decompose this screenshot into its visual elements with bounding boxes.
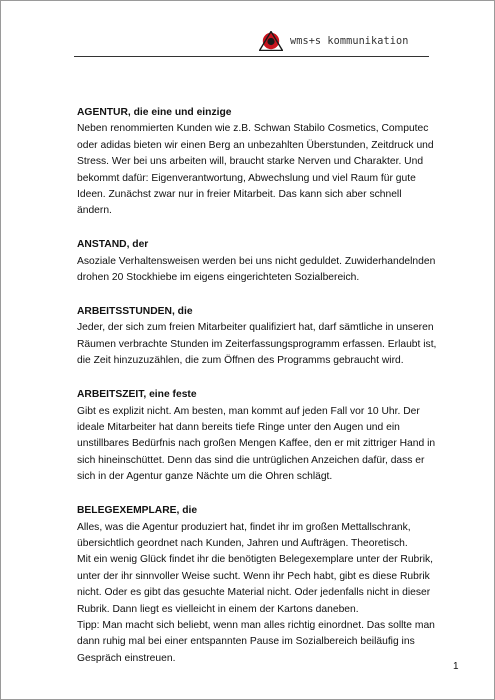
entry-title: AGENTUR, die eine und einzige <box>77 107 232 118</box>
glossary-entry <box>77 304 437 370</box>
glossary-entry <box>77 237 437 286</box>
letterhead <box>259 31 429 51</box>
glossary-entry <box>77 387 437 485</box>
document-body <box>77 105 437 685</box>
entry-text: Mit ein wenig Glück findet ihr die benötigten Belegexemplare unter der Rubrik, unter der ihr sinnvoller Weise sucht. Wenn ihr Pech habt, gibt es diese Rubrik nicht. Oder es gibt das gesuchte Material nicht. Oder jedenfalls nicht in dieser Rubrik. Dann liegt es vielleicht in einem der Kartons daneben. <box>77 554 434 615</box>
glossary-entry <box>77 105 437 220</box>
entry-title: ARBEITSSTUNDEN, die <box>77 306 193 318</box>
header-divider <box>74 56 429 57</box>
entry-text: Gibt es explizit nicht. Am besten, man kommt auf jeden Fall vor 10 Uhr. Der ideale Mitarbeiter hat dann bereits tiefe Ringe unter den Augen und ein unstillbares Bedürfnis nach großen Mengen Kaffee, den er mit zittriger Hand in sich hineinschüttet. Denn das sind die untrüglichen Anzeichen dafür, dass er sich in der Agentur ganze Nächte um die Ohren schlägt. <box>77 405 436 483</box>
page-number: 1 <box>453 661 459 672</box>
entry-text: Alles, was die Agentur produziert hat, findet ihr im großen Mettallschrank, übersichtlich geordnet nach Kunden, Jahren und Aufträgen. Theoretisch. <box>77 521 411 549</box>
entry-title: ANSTAND, der <box>77 239 149 251</box>
entry-text: Neben renommierten Kunden wie z.B. Schwan Stabilo Cosmetics, Computec oder adidas bieten wir einen Berg an unbezahlten Überstunden, Zeitdruck und Stress. Wer bei uns arbeiten will, braucht starke Nerven und Charakter. Und bekommt dafür: Eigenverantwortung, Abwechslung und viel Raum für gute Ideen. Zunächst zwar nur in freier Mitarbeit. Das kann sich aber schnell ändern. <box>77 123 434 217</box>
entry-title: ARBEITSZEIT, eine feste <box>77 389 197 401</box>
brand-name: wms+s kommunikation <box>290 36 409 47</box>
entry-text: Asoziale Verhaltensweisen werden bei uns nicht geduldet. Zuwiderhandelnden drohen 20 Stockhiebe im eigens eingerichteten Sozialbereich. <box>77 255 436 284</box>
glossary-entry <box>77 503 437 667</box>
entry-title: BELEGEXEMPLARE, die <box>77 505 198 517</box>
entry-text: Tipp: Man macht sich beliebt, wenn man alles richtig einordnet. Das sollte man dann ruhig mal bei einer entspannten Pause im Sozialbereich beiläufig ins Gespräch einstreuen. <box>77 619 435 664</box>
entry-text: Jeder, der sich zum freien Mitarbeiter qualifiziert hat, darf sämtliche in unseren Räumen verbrachte Stunden im Zeiterfassungsprogramm erfassen. Erlaubt ist, die Zeit hinzuzuzählen, die zum Öffnen des Programms gebraucht wird. <box>77 322 437 367</box>
logo-icon <box>259 31 283 51</box>
